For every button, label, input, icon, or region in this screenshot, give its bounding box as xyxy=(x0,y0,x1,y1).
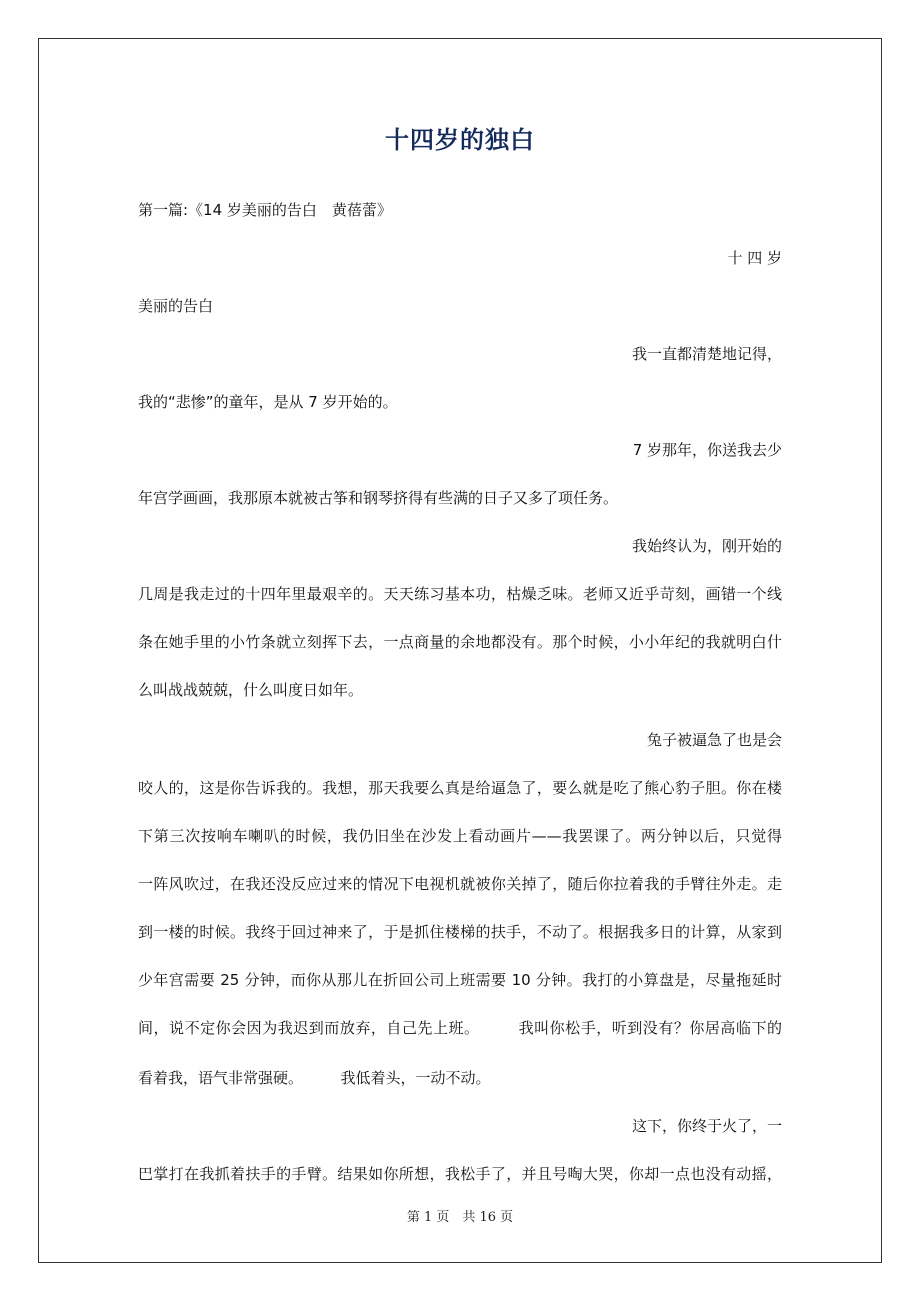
text-line: 几周是我走过的十四年里最艰辛的。天天练习基本功，枯燥乏味。老师又近乎苛刻，画错一个线 xyxy=(138,585,782,603)
text-line: 一阵风吹过，在我还没反应过来的情况下电视机就被你关掉了，随后你拉着我的手臂往外走。走 xyxy=(138,875,782,893)
page-footer: 第 1 页 共 16 页 xyxy=(406,1210,514,1225)
text-line: 下第三次按响车喇叭的时候，我仍旧坐在沙发上看动画片——我罢课了。两分钟以后，只觉得 xyxy=(138,827,782,845)
text-line: 第一篇:《14 岁美丽的告白 黄蓓蕾》 xyxy=(138,201,392,219)
text-line: 我一直都清楚地记得， xyxy=(631,345,782,363)
document-title: 十四岁的独白 xyxy=(385,126,535,154)
text-line: 咬人的，这是你告诉我的。我想，那天我要么真是给逼急了，要么就是吃了熊心豹子胆。你在楼 xyxy=(138,779,782,797)
text-line: 7 岁那年，你送我去少 xyxy=(632,441,782,459)
text-line: 这下，你终于火了，一 xyxy=(631,1117,782,1135)
text-line: 兔子被逼急了也是会 xyxy=(646,731,782,749)
text-line: 我的“悲惨”的童年，是从 7 岁开始的。 xyxy=(138,393,398,411)
text-line: 巴掌打在我抓着扶手的手臂。结果如你所想，我松手了，并且号啕大哭，你却一点也没有动摇， xyxy=(138,1165,782,1183)
text-line: 么叫战战兢兢，什么叫度日如年。 xyxy=(138,681,364,699)
text-line: 年宫学画画，我那原本就被古筝和钢琴挤得有些满的日子又多了项任务。 xyxy=(138,489,619,507)
text-line: 条在她手里的小竹条就立刻挥下去，一点商量的余地都没有。那个时候，小小年纪的我就明白什 xyxy=(138,633,782,651)
text-line: 十 四 岁 xyxy=(727,249,782,267)
text-line: 我始终认为，刚开始的 xyxy=(631,537,782,555)
text-line: 少年宫需要 25 分钟，而你从那儿在折回公司上班需要 10 分钟。我打的小算盘是，尽量拖延时 xyxy=(138,971,782,989)
text-line: 到一楼的时候。我终于回过神来了，于是抓住楼梯的扶手，不动了。根据我多日的计算，从家到 xyxy=(138,923,782,941)
text-line: 看着我，语气非常强硬。 我低着头，一动不动。 xyxy=(138,1069,491,1087)
text-line: 间，说不定你会因为我迟到而放弃，自己先上班。 我叫你松手，听到没有？你居高临下的 xyxy=(138,1019,782,1037)
text-line: 美丽的告白 xyxy=(138,297,214,315)
